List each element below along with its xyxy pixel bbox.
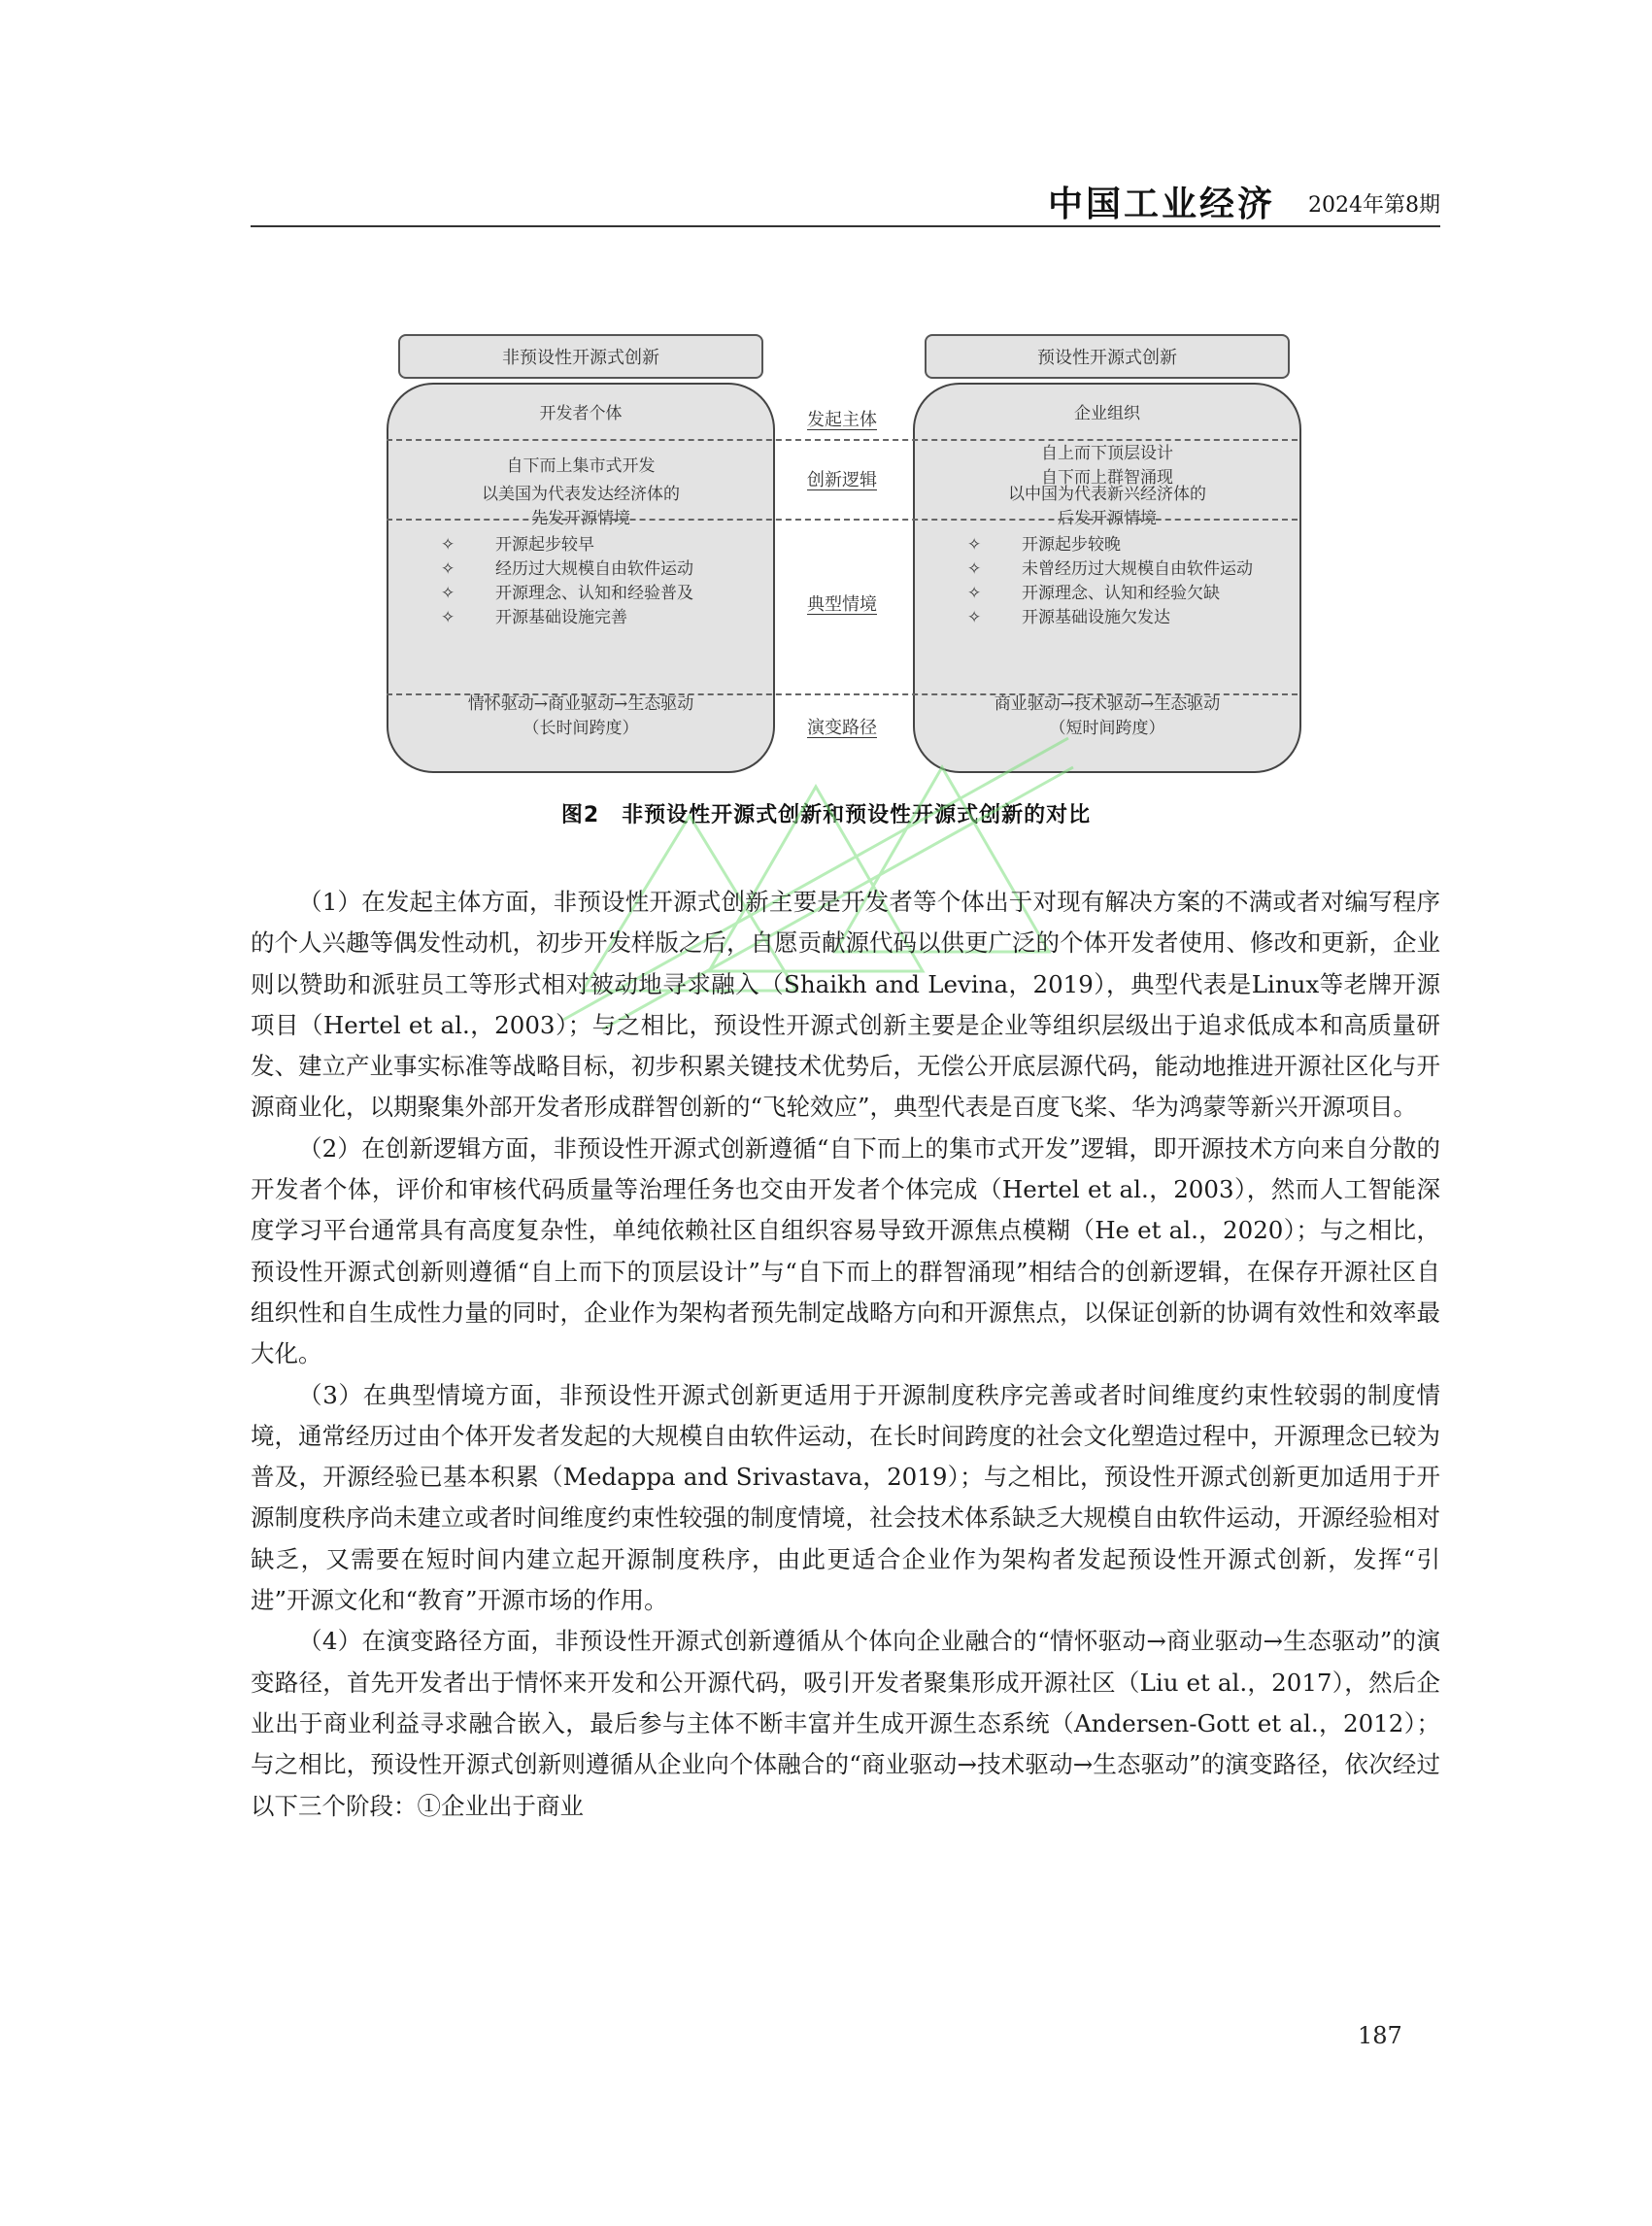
right-logic: 自上而下顶层设计 自下而上群智涌现 (1041, 444, 1173, 488)
left-bullet-list (441, 533, 693, 630)
list-item: ✧ 经历过大规模自由软件运动 (441, 559, 693, 579)
right-panel (913, 383, 1301, 773)
body-text (251, 882, 1440, 1827)
row-label-path: 演变路径 (807, 718, 877, 738)
issue-label: 2024年第8期 (1308, 193, 1440, 218)
left-panel (387, 383, 775, 773)
journal-title: 中国工业经济 (1047, 184, 1275, 224)
paragraph-2: （2）在创新逻辑方面，非预设性开源式创新遵循“自下而上的集市式开发”逻辑，即开源技术方向来自分散的开发者个体，评价和审核代码质量等治理任务也交由开发者个体完成（Hertel et al.，2003），然而人工智能深度学习平台通常具有高度复杂性，单纯依赖社区自组织容易导致开源焦点模糊（He et al.，2020）；与之相比，预设性开源式创新则遵循“自上而下的顶层设计”与“自下而上的群智涌现”相结合的创新逻辑，在保存开源社区自组织性和自生成性力量的同时，企业作为架构者预先制定战略方向和开源焦点，以保证创新的协调有效性和效率最大化。 (251, 1133, 1440, 1368)
left-context: 以美国为代表发达经济体的 先发开源情境 ✧ 开源起步较早 ✧ 经历过大规模自由软件运动 ✧ 开源理念、认知和经验普及 ✧ 开源基础设施完善 (388, 495, 773, 618)
page-number: 187 (1358, 2022, 1402, 2049)
row-label-logic: 创新逻辑 (807, 470, 877, 490)
left-logic: 自下而上集市式开发 (506, 455, 656, 476)
paragraph-4: （4）在演变路径方面，非预设性开源式创新遵循从个体向企业融合的“情怀驱动→商业驱动→生态驱动”的演变路径，首先开发者出于情怀来开发和公开源代码，吸引开发者聚集形成开源社区（Liu et al.，2017），然后企业出于商业利益寻求融合嵌入，最后参与主体不断丰富并生成开源生态系统（Andersen-Gott et al.，2012）；与之相比，预设性开源式创新则遵循从企业向个体融合的“商业驱动→技术驱动→生态驱动”的演变路径，依次经过以下三个阶段：①企业出于商业 (251, 1627, 1440, 1820)
list-item: ✧ 开源起步较早 (441, 535, 594, 555)
right-bullet-list (967, 533, 1253, 630)
figure-caption: 图2 非预设性开源式创新和预设性开源式创新的对比 (560, 803, 1092, 827)
paragraph-1: （1）在发起主体方面，非预设性开源式创新主要是开发者等个体出于对现有解决方案的不满或者对编写程序的个人兴趣等偶发性动机，初步开发样版之后，自愿贡献源代码以供更广泛的个体开发者使用、修改和更新，企业则以赞助和派驻员工等形式相对被动地寻求融入（Shaikh and Levina，2019），典型代表是Linux等老牌开源项目（Hertel et al.，2003）；与之相比，预设性开源式创新主要是企业等组织层级出于追求低成本和高质量研发、建立产业事实标准等战略目标，初步积累关键技术优势后，无偿公开底层源代码，能动地推进开源社区化与开源商业化，以期聚集外部开发者形成群智创新的“飞轮效应”，典型代表是百度飞桨、华为鸿蒙等新兴开源项目。 (251, 888, 1440, 1122)
row-label-initiator: 发起主体 (807, 410, 877, 430)
list-item: ✧ 开源基础设施欠发达 (967, 608, 1170, 627)
list-item: ✧ 开源基础设施完善 (441, 608, 627, 627)
row-divider (387, 519, 1298, 521)
right-context: 以中国为代表新兴经济体的 后发开源情境 ✧ 开源起步较晚 ✧ 未曾经历过大规模自由软件运动 ✧ 开源理念、认知和经验欠缺 ✧ 开源基础设施欠发达 (915, 495, 1299, 618)
right-title-box: 预设性开源式创新 (925, 334, 1290, 379)
list-item: ✧ 开源理念、认知和经验普及 (441, 584, 693, 603)
left-initiator: 开发者个体 (539, 403, 623, 423)
comparison-figure (387, 330, 1298, 777)
list-item: ✧ 开源起步较晚 (967, 535, 1121, 555)
right-initiator: 企业组织 (1074, 403, 1140, 423)
left-title-box: 非预设性开源式创新 (398, 334, 763, 379)
page-header (251, 175, 1440, 227)
paragraph-3: （3）在典型情境方面，非预设性开源式创新更适用于开源制度秩序完善或者时间维度约束性较弱的制度情境，通常经历过由个体开发者发起的大规模自由软件运动，在长时间跨度的社会文化塑造过程中，开源理念已较为普及，开源经验已基本积累（Medappa and Srivastava，2019）；与之相比，预设性开源式创新更加适用于开源制度秩序尚未建立或者时间维度约束性较强的制度情境，社会技术体系缺乏大规模自由软件运动，开源经验相对缺乏，又需要在短时间内建立起开源制度秩序，由此更适合企业作为架构者发起预设性开源式创新，发挥“引进”开源文化和“教育”开源市场的作用。 (251, 1380, 1440, 1615)
row-label-context: 典型情境 (807, 594, 877, 615)
list-item: ✧ 开源理念、认知和经验欠缺 (967, 584, 1220, 603)
left-path: 情怀驱动→商业驱动→生态驱动 （长时间跨度） (467, 694, 694, 738)
list-item: ✧ 未曾经历过大规模自由软件运动 (967, 559, 1253, 579)
row-divider (387, 439, 1298, 441)
right-path: 商业驱动→技术驱动→生态驱动 （短时间跨度） (994, 694, 1221, 738)
row-divider (387, 693, 1298, 695)
